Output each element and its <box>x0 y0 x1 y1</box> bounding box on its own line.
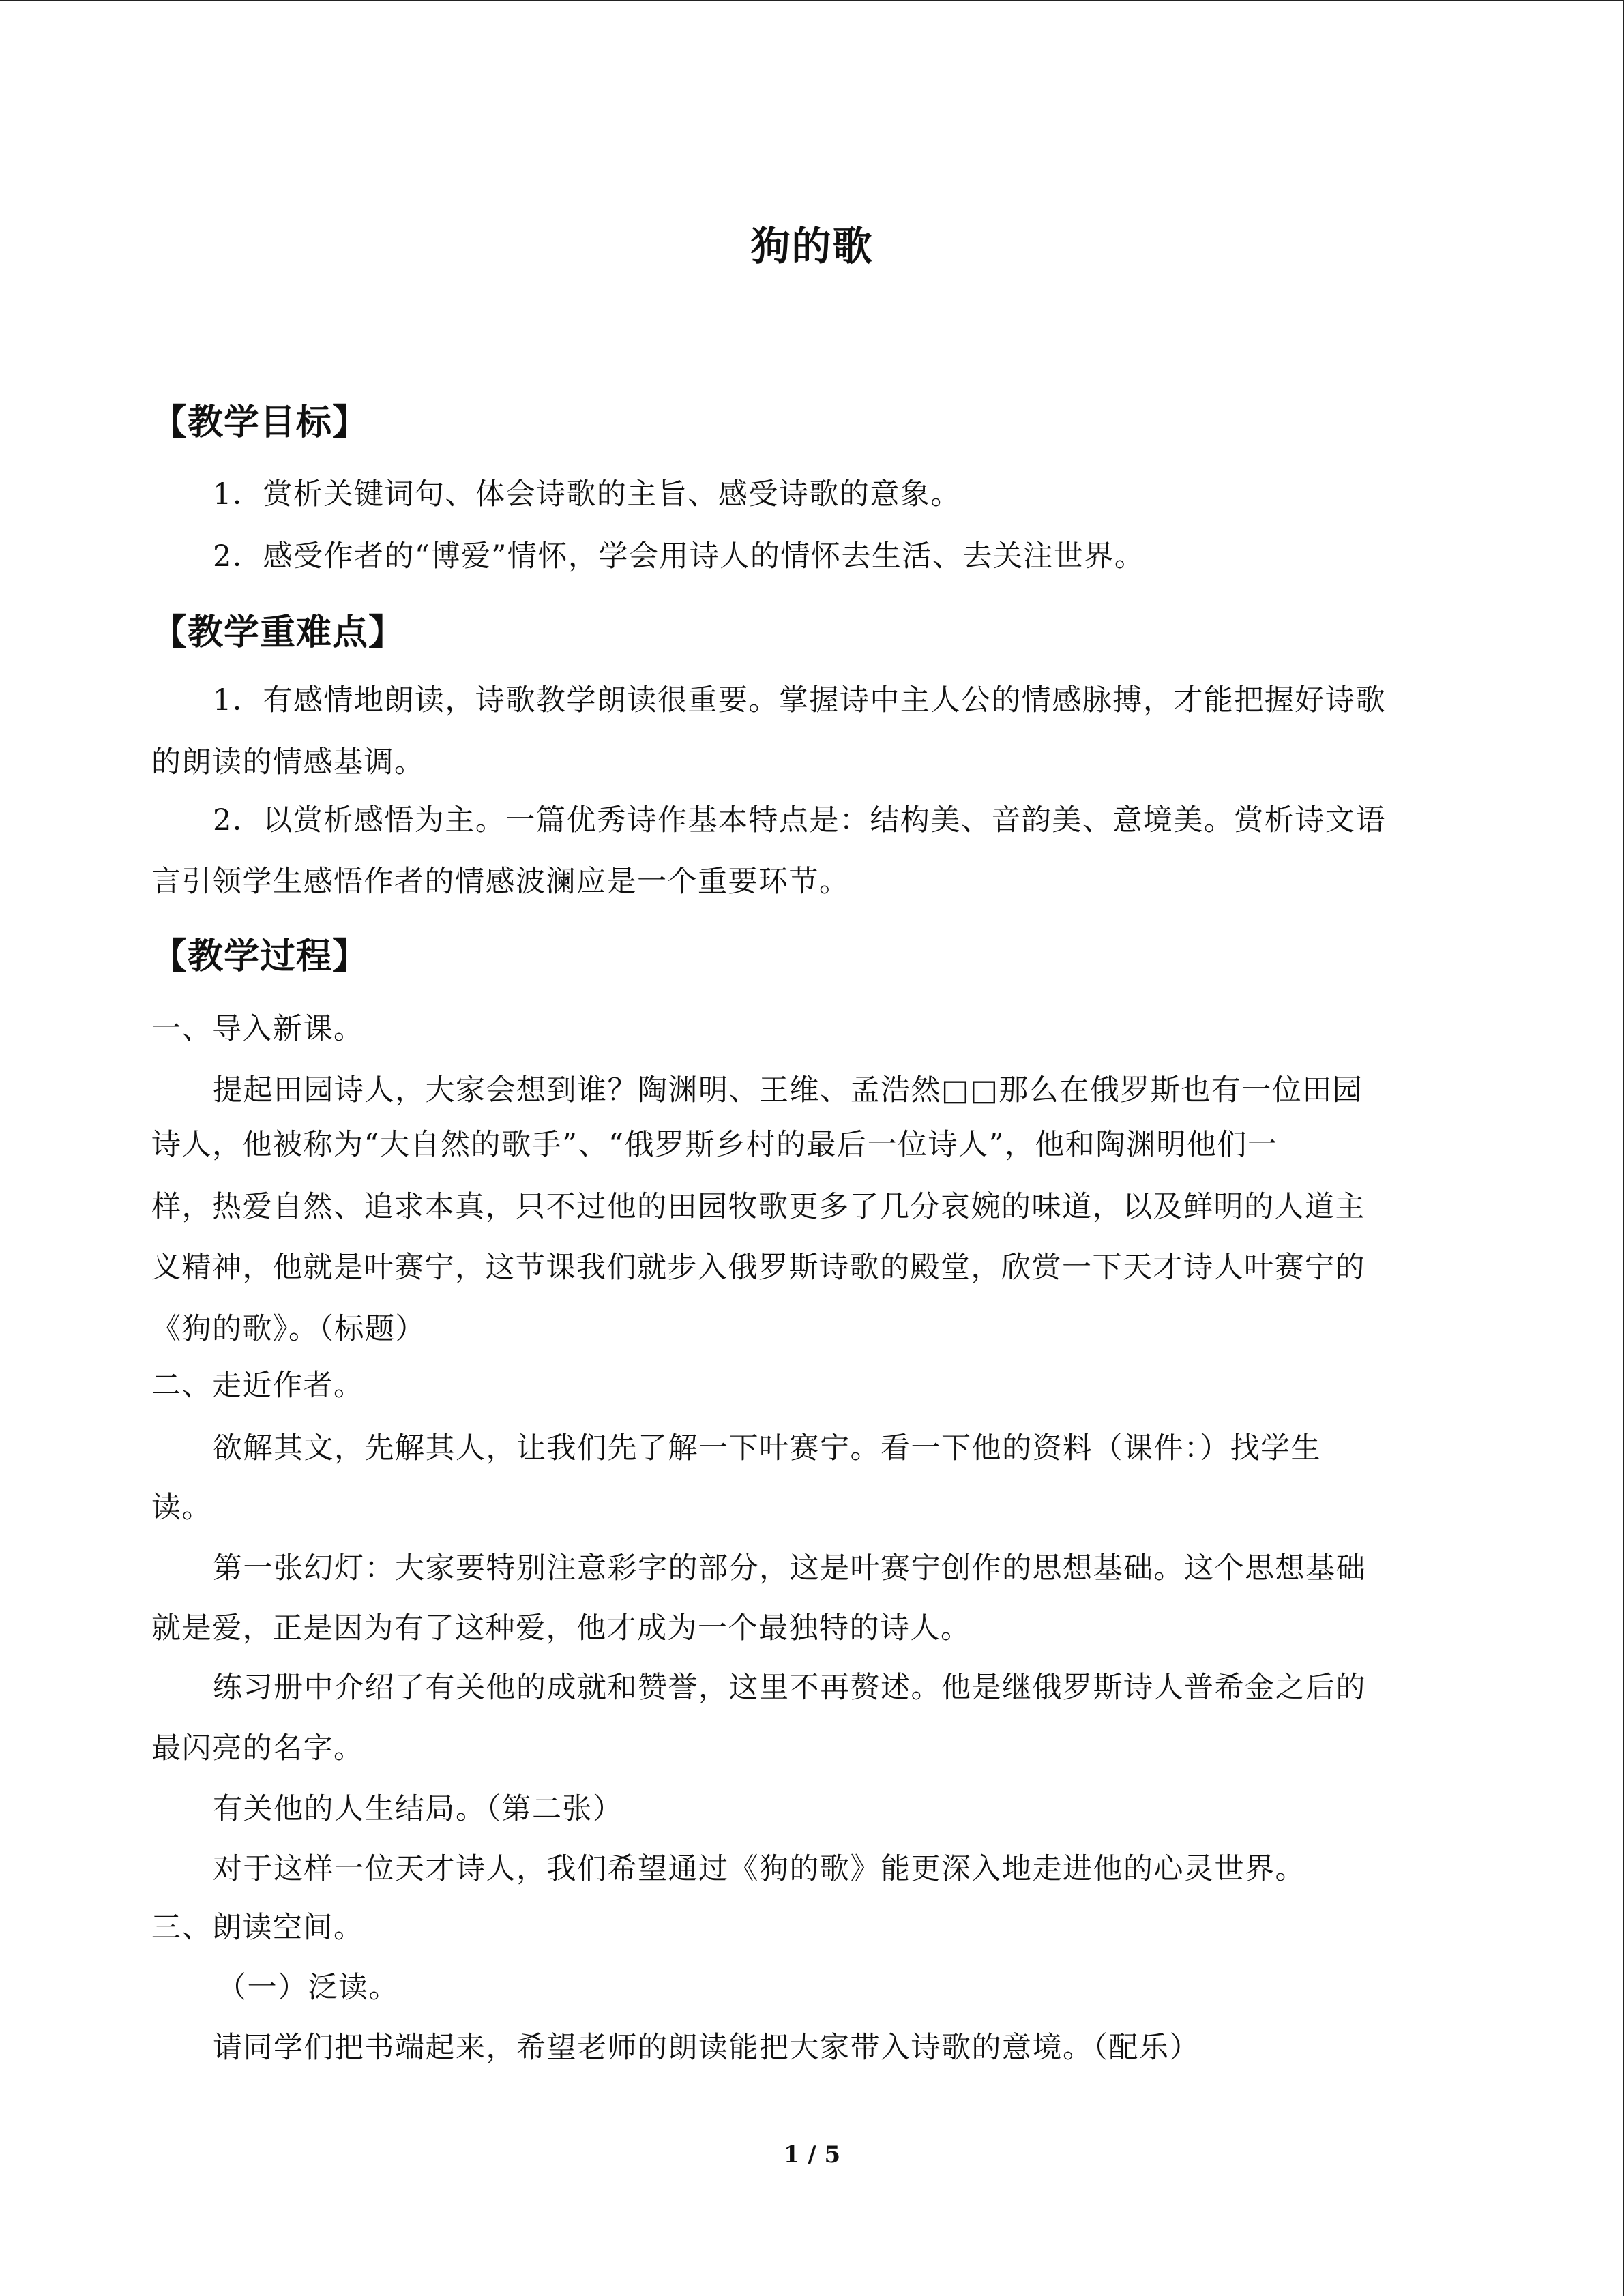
part-1-line-4: 义精神，他就是叶赛宁，这节课我们就步入俄罗斯诗歌的殿堂，欣赏一下天才诗人叶赛宁的 <box>151 1251 1365 1285</box>
part-2-p1-line-2: 读。 <box>151 1491 212 1525</box>
key-point-2-line-1: 2．以赏析感悟为主。一篇优秀诗作基本特点是：结构美、音韵美、意境美。赏析诗文语 <box>213 803 1386 837</box>
part-2-p4: 有关他的人生结局。（第二张） <box>213 1792 623 1826</box>
part-3-sub-1: （一）泛读。 <box>217 1971 399 2005</box>
part-1-heading: 一、导入新课。 <box>151 1012 364 1046</box>
part-2-p1-line-1: 欲解其文，先解其人，让我们先了解一下叶赛宁。看一下他的资料（课件：）找学生 <box>213 1431 1321 1465</box>
part-2-p2-line-2: 就是爱，正是因为有了这种爱，他才成为一个最独特的诗人。 <box>151 1611 971 1645</box>
key-point-1-line-1: 1．有感情地朗读，诗歌教学朗读很重要。掌握诗中主人公的情感脉搏，才能把握好诗歌 <box>213 683 1386 717</box>
part-2-p5: 对于这样一位天才诗人，我们希望通过《狗的歌》能更深入地走进他的心灵世界。 <box>213 1852 1305 1886</box>
part-2-p3-line-2: 最闪亮的名字。 <box>151 1731 364 1765</box>
part-3-heading: 三、朗读空间。 <box>151 1911 364 1945</box>
part-3-p1: 请同学们把书端起来，希望老师的朗读能把大家带入诗歌的意境。（配乐） <box>213 2031 1200 2065</box>
part-2-p3-line-1: 练习册中介绍了有关他的成就和赞誉，这里不再赘述。他是继俄罗斯诗人普希金之后的 <box>213 1671 1366 1705</box>
section-heading-key-points: 【教学重难点】 <box>151 612 405 653</box>
page-number: 1 / 5 <box>783 2141 841 2168</box>
goal-item-2: 2．感受作者的“博爱”情怀，学会用诗人的情怀去生活、去关注世界。 <box>213 539 1145 573</box>
key-point-2-line-2: 言引领学生感悟作者的情感波澜应是一个重要环节。 <box>151 865 850 899</box>
key-point-1-line-2: 的朗读的情感基调。 <box>151 745 425 779</box>
part-2-heading: 二、走近作者。 <box>151 1369 364 1403</box>
goal-item-1: 1．赏析关键词句、体会诗歌的主旨、感受诗歌的意象。 <box>213 477 961 511</box>
part-1-line-3: 样，热爱自然、追求本真，只不过他的田园牧歌更多了几分哀婉的味道，以及鲜明的人道主 <box>151 1190 1365 1224</box>
section-heading-process: 【教学过程】 <box>151 936 369 977</box>
part-1-line-2: 诗人，他被称为“大自然的歌手”、“俄罗斯乡村的最后一位诗人”，他和陶渊明他们一 <box>151 1128 1278 1162</box>
section-heading-goals: 【教学目标】 <box>151 402 369 443</box>
document-title: 狗的歌 <box>750 223 874 269</box>
part-2-p2-line-1: 第一张幻灯：大家要特别注意彩字的部分，这是叶赛宁创作的思想基础。这个思想基础 <box>213 1551 1366 1585</box>
part-1-line-5: 《狗的歌》。（标题） <box>151 1312 426 1346</box>
part-1-line-1: 提起田园诗人，大家会想到谁？陶渊明、王维、孟浩然□□那么在俄罗斯也有一位田园 <box>213 1073 1363 1107</box>
